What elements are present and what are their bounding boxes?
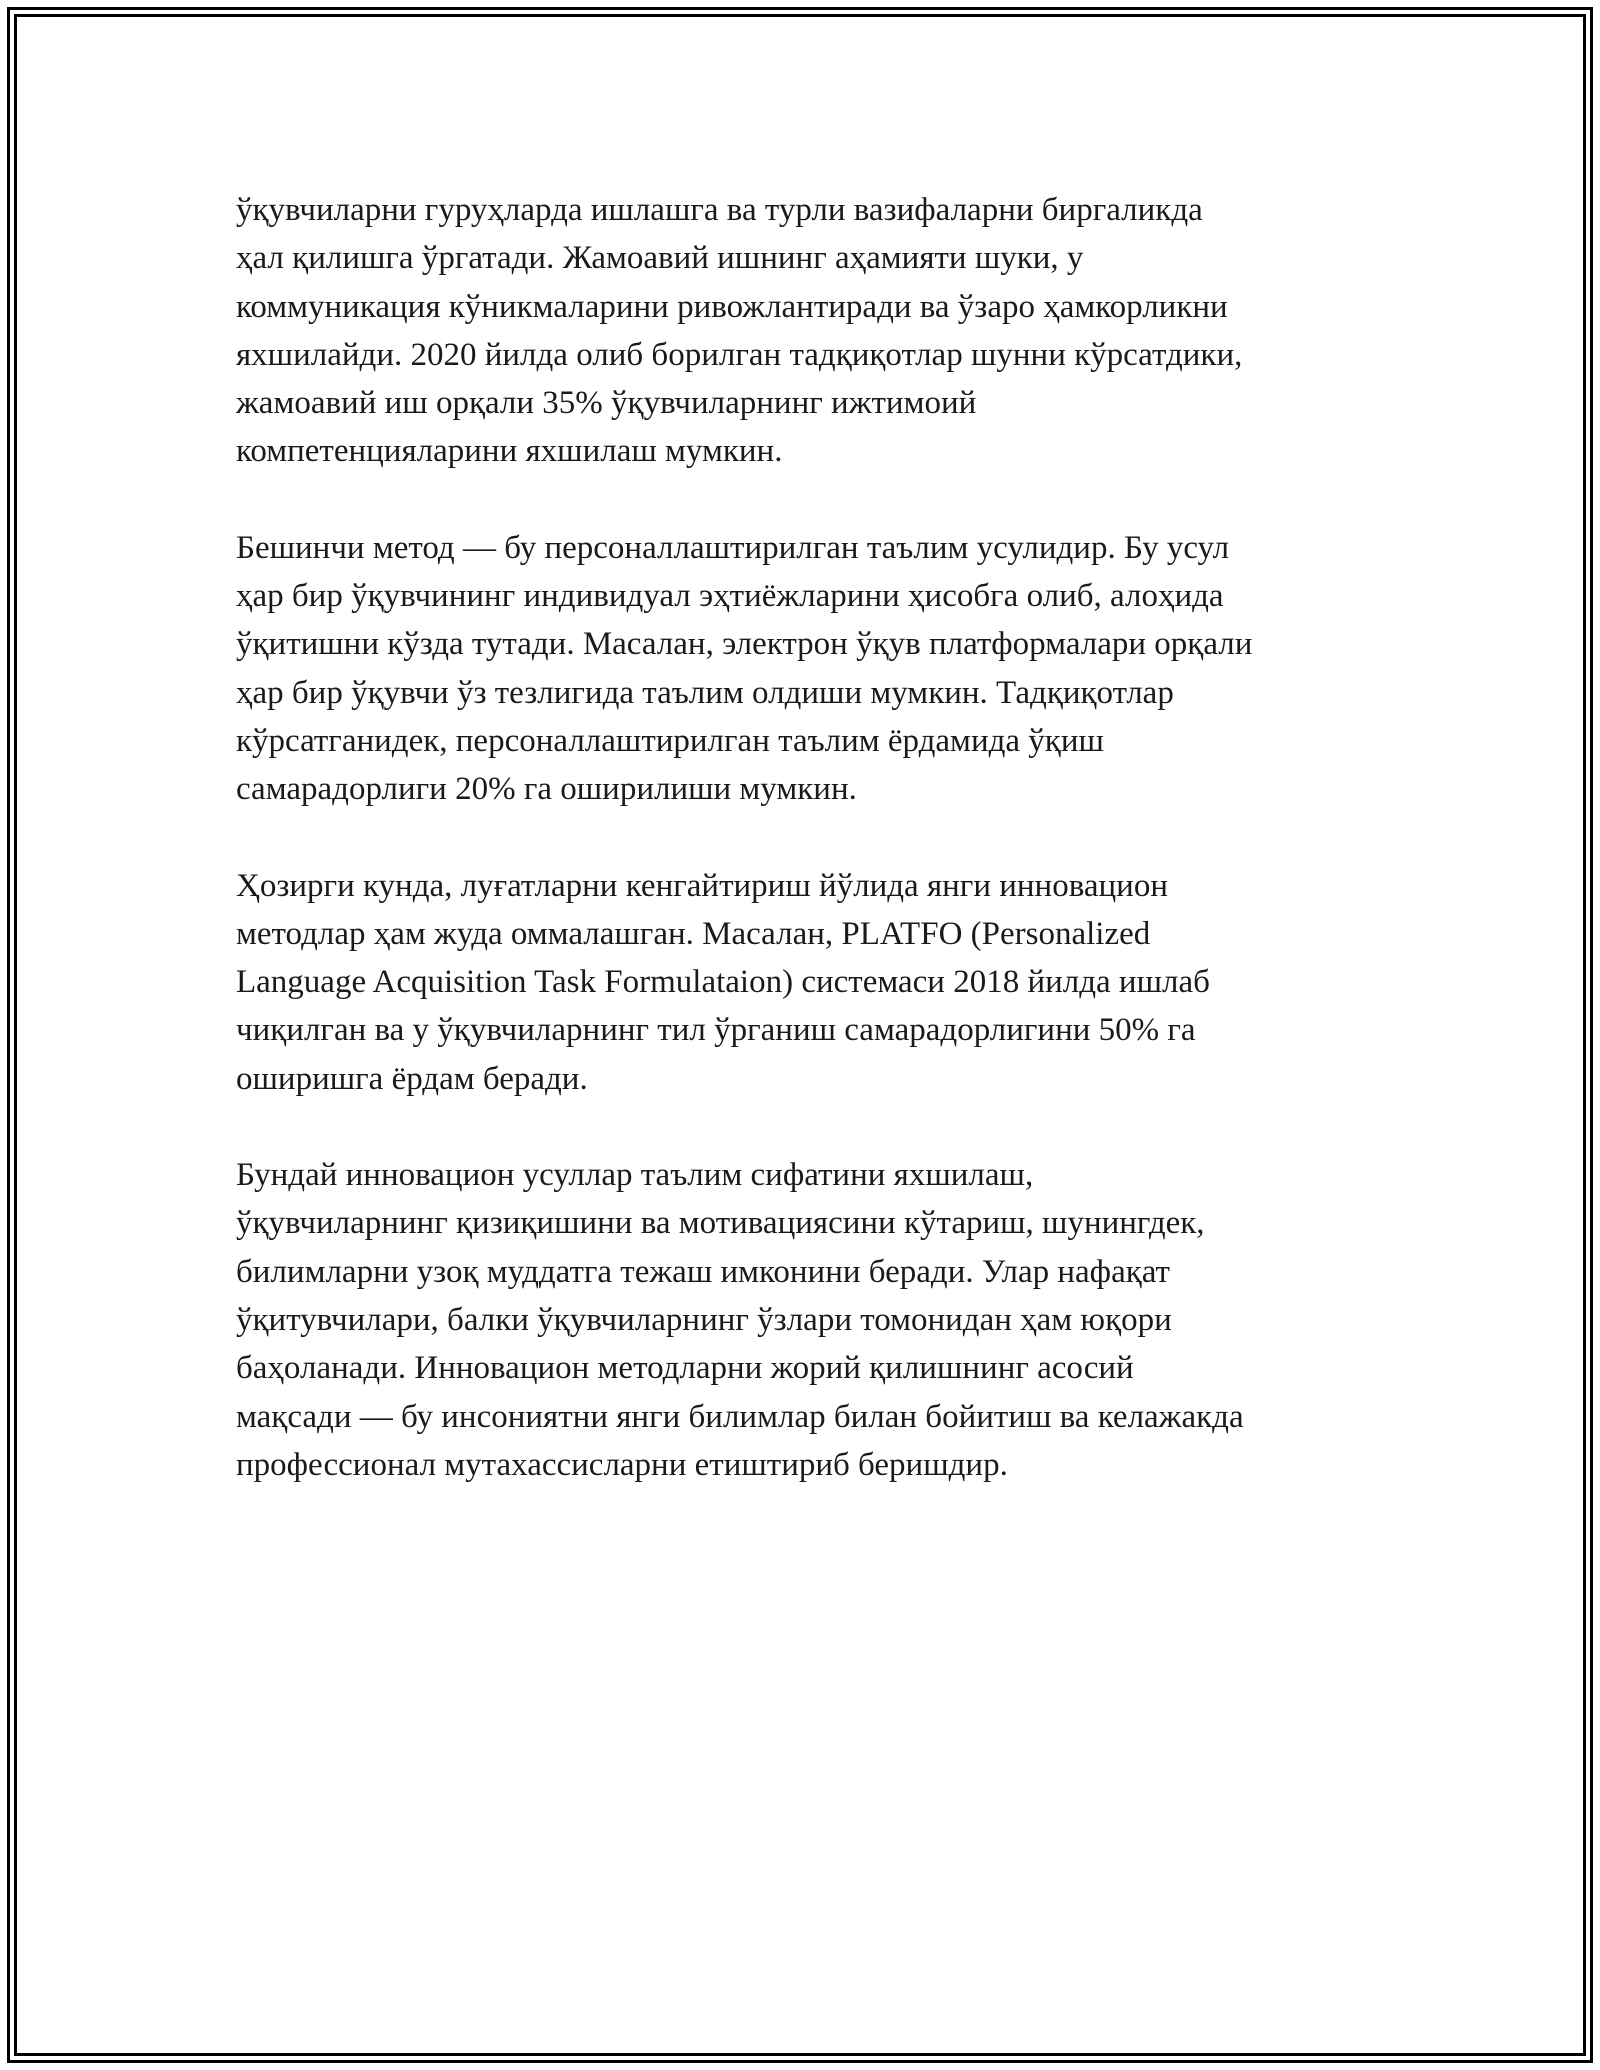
paragraph-2: Бешинчи метод — бу персоналлаштирилган таълим усулидир. Бу усул ҳар бир ўқувчининг индивидуал эҳтиёжларини ҳисобга олиб, алоҳида ўқитишни кўзда тутади. Масалан, электрон ўқув платформалари орқали ҳар бир ўқувчи ўз тезлигида таълим олдиши мумкин. Тадқиқотлар кўрсатганидек, персоналлаштирилган таълим ёрдамида ўқиш самарадорлиги 20% га оширилиши мумкин.	[236, 529, 1253, 808]
paragraph-4: Бундай инновацион усуллар таълим сифатини яхшилаш, ўқувчиларнинг қизиқишини ва мотивациясини кўтариш, шунингдек, билимларни узоқ муддатга тежаш имконини беради. Улар нафақат ўқитувчилари, балки ўқувчиларнинг ўзлари томонидан ҳам юқори баҳоланади. Инновацион методларни жорий қилишнинг асосий мақсади — бу инсониятни янги билимлар билан бойитиш ва келажакда профессионал мутахассисларни етиштириб беришдир.	[236, 1157, 1244, 1483]
document-body	[236, 186, 1386, 1537]
paragraph-1: ўқувчиларни гуруҳларда ишлашга ва турли вазифаларни биргаликда ҳал қилишга ўргатади. Жамоавий ишнинг аҳамияти шуки, у коммуникация кўникмаларини ривожлантиради ва ўзаро ҳамкорликни яхшилайди. 2020 йилда олиб борилган тадқиқотлар шунни кўрсатдики, жамоавий иш орқали 35% ўқувчиларнинг ижтимоий компетенцияларини яхшилаш мумкин.	[236, 192, 1243, 470]
paragraph-3: Ҳозирги кунда, луғатларни кенгайтириш йўлида янги инновацион методлар ҳам жуда оммалашган. Масалан, PLATFO (Personalized Language Acquisition Task Formulataion) системаси 2018 йилда ишлаб чиқилган ва у ўқувчиларнинг тил ўрганиш самарадорлигини 50% га оширишга ёрдам беради.	[236, 867, 1210, 1097]
